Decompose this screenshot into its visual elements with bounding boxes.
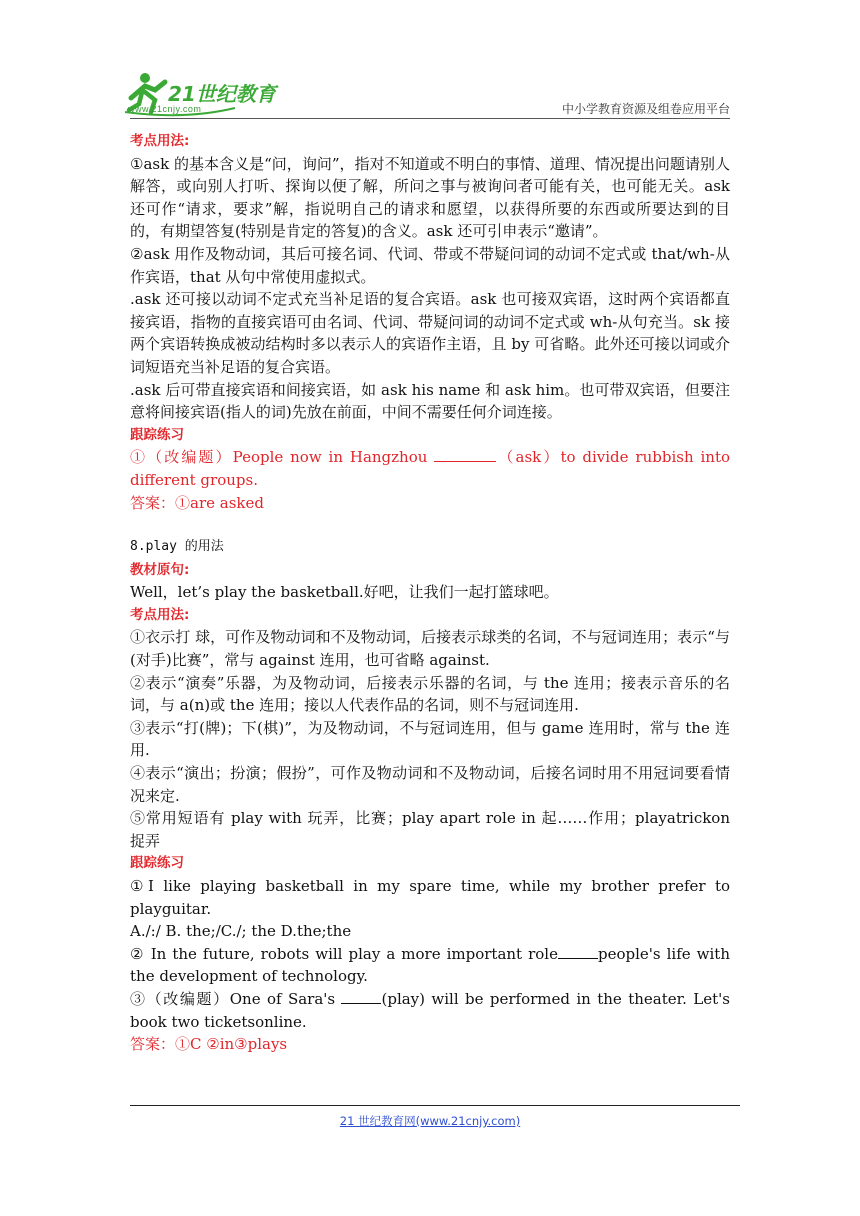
original-sentence: Well，let’s play the basketball.好吧，让我们一起打篮球吧。 xyxy=(130,583,559,602)
page-header xyxy=(0,0,860,125)
paragraph: ①ask 的基本含义是“问，询问”，指对不知道或不明白的事情、道理、情况提出问题请别人解答，或向别人打听、探询以便了解，所问之事与被询问者可能有关，也可能无关。ask 还可作“请求，要求”解，指说明自己的请求和愿望，以获得所要的东西或所要达到的目的，有期望答复(特别是肯定的答复)的含义。ask 还可引申表示“邀请”。 xyxy=(130,154,730,241)
answer-blank xyxy=(434,447,496,462)
answer: 答案：①C ②in③plays xyxy=(130,1035,288,1054)
question xyxy=(130,988,730,1033)
usage-heading: 考点用法: xyxy=(130,133,190,149)
logo-text: 21世纪教育 xyxy=(168,82,276,106)
paragraph: .ask 后可带直接宾语和间接宾语，如 ask his name 和 ask him。也可带双宾语，但要注意将间接宾语(指人的词)先放在前面，中间不需要任何介词连接。 xyxy=(130,380,730,422)
question-text: ③（改编题）One of Sara's xyxy=(130,989,342,1008)
answer: 答案：①are asked xyxy=(130,493,264,512)
logo-url: www.21cnjy.com xyxy=(128,104,202,114)
question-text: （ask）to divide rubbish into different groups. xyxy=(130,448,731,489)
practice-heading: 跟踪练习 xyxy=(130,855,184,872)
paragraph: ②ask 用作及物动词，其后可接名词、代词、带或不带疑问词的动词不定式或 that/wh-从作宾语，that 从句中常使用虚拟式。 xyxy=(130,244,730,286)
answer-blank xyxy=(558,944,598,959)
paragraph: ③表示“打(牌)；下(棋)”，为及物动词，不与冠词连用，但与 game 连用时，常与 the 连用. xyxy=(130,718,730,760)
answer-blank xyxy=(341,989,381,1004)
question-options: A./:/ B. the;/C./; the D.the;the xyxy=(130,922,352,941)
paragraph: ①衣示打 球，可作及物动词和不及物动词，后接表示球类的名词，不与冠词连用；表示“与(对手)比赛”，常与 against 连用，也可省略 against. xyxy=(130,628,730,670)
page-footer xyxy=(0,1113,860,1129)
question-text: ② In the future, robots will play a more important role xyxy=(130,944,558,963)
footer-link[interactable]: 21 世纪教育网(www.21cnjy.com) xyxy=(339,1114,521,1128)
question-text: people's life with the development of technology. xyxy=(130,944,730,986)
usage-heading: 考点用法: xyxy=(130,606,190,623)
section-title: 8.play 的用法 xyxy=(130,539,224,555)
paragraph: ⑤常用短语有 play with 玩弄，比赛；play apart role in 起……作用；playatrickon 捉弄 xyxy=(130,809,730,850)
question-text: ①（改编题）People now in Hangzhou xyxy=(130,448,435,467)
paragraph: ④表示“演出；扮演；假扮”，可作及物动词和不及物动词，后接名词时用不用冠词要看情况来定. xyxy=(130,764,730,805)
paragraph: .ask 还可接以动词不定式充当补足语的复合宾语。ask 也可接双宾语，这时两个宾语都直接宾语，指物的直接宾语可由名词、代词、带疑问词的动词不定式或 wh-从句充当。sk 接两个宾语转换成被动结构时多以表示人的宾语作主语，且 by 可省略。此外还可接以词或介词短语充当补足语的复合宾语。 xyxy=(130,290,730,376)
platform-name: 中小学教育资源及组卷应用平台 xyxy=(561,102,730,116)
question-text: (play) will be performed in the theater. Let's book two ticketsonline. xyxy=(130,989,730,1031)
footer-divider xyxy=(130,1105,740,1106)
paragraph: ②表示“演奏”乐器，为及物动词，后接表示乐器的名词，与 the 连用；接表示音乐的名词，与 a(n)或 the 连用；接以人代表作品的名词，则不与冠词连用. xyxy=(130,673,730,715)
question: ①I like playing basketball in my spare time, while my brother prefer to playguitar. xyxy=(130,877,730,918)
header-divider xyxy=(130,118,730,119)
question xyxy=(130,943,730,988)
original-heading: 教材原句: xyxy=(130,561,190,578)
document-body xyxy=(130,130,730,1056)
practice-heading: 跟踪练习 xyxy=(130,426,184,443)
spacer xyxy=(130,514,730,536)
question xyxy=(130,446,730,491)
